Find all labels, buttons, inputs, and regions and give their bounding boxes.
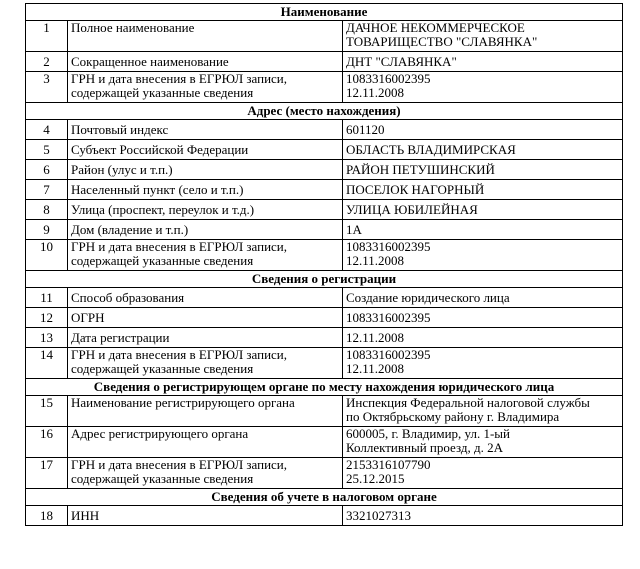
field-label-line: содержащей указанные сведения bbox=[71, 85, 254, 100]
table-row bbox=[26, 21, 623, 52]
table-row bbox=[26, 140, 623, 160]
row-number: 5 bbox=[26, 140, 68, 160]
row-number: 17 bbox=[26, 458, 68, 489]
field-value-cell bbox=[343, 72, 623, 103]
row-number: 4 bbox=[26, 120, 68, 140]
field-label-line: Способ образования bbox=[71, 290, 185, 305]
table-row bbox=[26, 180, 623, 200]
row-number: 11 bbox=[26, 288, 68, 308]
field-value-line: ПОСЕЛОК НАГОРНЫЙ bbox=[346, 182, 485, 197]
field-label-line: Населенный пункт (село и т.п.) bbox=[71, 182, 244, 197]
field-value-line: 12.11.2008 bbox=[346, 330, 405, 345]
field-label-line: содержащей указанные сведения bbox=[71, 253, 254, 268]
table-row bbox=[26, 52, 623, 72]
section-header-row bbox=[26, 4, 623, 21]
field-value-line: Создание юридического лица bbox=[346, 290, 510, 305]
field-label-line: содержащей указанные сведения bbox=[71, 471, 254, 486]
field-label-cell bbox=[68, 160, 343, 180]
section-header-row bbox=[26, 379, 623, 396]
row-number: 18 bbox=[26, 506, 68, 526]
field-value-line: 12.11.2008 bbox=[346, 253, 405, 268]
field-value-cell bbox=[343, 328, 623, 348]
table-row bbox=[26, 506, 623, 526]
field-value-cell bbox=[343, 348, 623, 379]
field-value-line: по Октябрьскому району г. Владимира bbox=[346, 409, 560, 424]
section-header-row bbox=[26, 103, 623, 120]
field-value-line: 3321027313 bbox=[346, 508, 411, 523]
field-value-line: 1083316002395 bbox=[346, 71, 431, 86]
field-label-line: ГРН и дата внесения в ЕГРЮЛ записи, bbox=[71, 239, 288, 254]
field-label-cell bbox=[68, 52, 343, 72]
field-label-cell bbox=[68, 348, 343, 379]
row-number: 7 bbox=[26, 180, 68, 200]
field-value-cell bbox=[343, 308, 623, 328]
section-title: Адрес (место нахождения) bbox=[26, 103, 623, 120]
table-row bbox=[26, 328, 623, 348]
section-header-row bbox=[26, 489, 623, 506]
table-row bbox=[26, 120, 623, 140]
section-title: Сведения о регистрирующем органе по месту нахождения юридического лица bbox=[26, 379, 623, 396]
field-value-cell bbox=[343, 240, 623, 271]
field-label-line: ГРН и дата внесения в ЕГРЮЛ записи, bbox=[71, 457, 288, 472]
field-label-cell bbox=[68, 140, 343, 160]
field-value-line: ОБЛАСТЬ ВЛАДИМИРСКАЯ bbox=[346, 142, 516, 157]
field-label-line: ГРН и дата внесения в ЕГРЮЛ записи, bbox=[71, 347, 288, 362]
field-value-line: ДНТ "СЛАВЯНКА" bbox=[346, 54, 457, 69]
section-title: Сведения об учете в налоговом органе bbox=[26, 489, 623, 506]
field-value-cell bbox=[343, 120, 623, 140]
field-label-cell bbox=[68, 200, 343, 220]
table-row bbox=[26, 396, 623, 427]
field-value-line: Коллективный проезд, д. 2А bbox=[346, 440, 503, 455]
field-label-line: ОГРН bbox=[71, 310, 105, 325]
field-value-line: 12.11.2008 bbox=[346, 361, 405, 376]
row-number: 1 bbox=[26, 21, 68, 52]
field-value-line: РАЙОН ПЕТУШИНСКИЙ bbox=[346, 162, 495, 177]
field-value-cell bbox=[343, 458, 623, 489]
field-value-line: ТОВАРИЩЕСТВО "СЛАВЯНКА" bbox=[346, 34, 538, 49]
table-row bbox=[26, 308, 623, 328]
table-row bbox=[26, 427, 623, 458]
row-number: 6 bbox=[26, 160, 68, 180]
table-row bbox=[26, 72, 623, 103]
field-value-cell bbox=[343, 21, 623, 52]
table-row bbox=[26, 200, 623, 220]
field-label-line: Почтовый индекс bbox=[71, 122, 169, 137]
field-value-cell bbox=[343, 52, 623, 72]
field-value-line: ДАЧНОЕ НЕКОММЕРЧЕСКОЕ bbox=[346, 20, 525, 35]
row-number: 10 bbox=[26, 240, 68, 271]
field-value-line: 601120 bbox=[346, 122, 385, 137]
field-label-cell bbox=[68, 427, 343, 458]
field-value-line: 12.11.2008 bbox=[346, 85, 405, 100]
field-label-cell bbox=[68, 120, 343, 140]
field-label-line: Полное наименование bbox=[71, 20, 195, 35]
section-title: Наименование bbox=[26, 4, 623, 21]
table-row bbox=[26, 220, 623, 240]
field-value-cell bbox=[343, 180, 623, 200]
field-label-line: Наименование регистрирующего органа bbox=[71, 395, 295, 410]
field-value-cell bbox=[343, 160, 623, 180]
field-label-cell bbox=[68, 308, 343, 328]
field-value-cell bbox=[343, 288, 623, 308]
field-value-cell bbox=[343, 506, 623, 526]
field-value-cell bbox=[343, 427, 623, 458]
field-label-line: Адрес регистрирующего органа bbox=[71, 426, 249, 441]
field-label-cell bbox=[68, 220, 343, 240]
field-label-cell bbox=[68, 458, 343, 489]
field-value-cell bbox=[343, 200, 623, 220]
field-value-line: УЛИЦА ЮБИЛЕЙНАЯ bbox=[346, 202, 478, 217]
row-number: 8 bbox=[26, 200, 68, 220]
field-label-line: содержащей указанные сведения bbox=[71, 361, 254, 376]
field-label-cell bbox=[68, 180, 343, 200]
row-number: 15 bbox=[26, 396, 68, 427]
field-label-cell bbox=[68, 240, 343, 271]
row-number: 14 bbox=[26, 348, 68, 379]
field-label-line: Дата регистрации bbox=[71, 330, 170, 345]
field-label-cell bbox=[68, 288, 343, 308]
table-row bbox=[26, 348, 623, 379]
field-value-line: 1А bbox=[346, 222, 362, 237]
row-number: 2 bbox=[26, 52, 68, 72]
field-label-line: ИНН bbox=[71, 508, 100, 523]
field-value-line: 1083316002395 bbox=[346, 347, 431, 362]
field-label-line: Район (улус и т.п.) bbox=[71, 162, 173, 177]
row-number: 16 bbox=[26, 427, 68, 458]
field-label-cell bbox=[68, 72, 343, 103]
field-value-line: 25.12.2015 bbox=[346, 471, 405, 486]
row-number: 9 bbox=[26, 220, 68, 240]
field-value-line: 600005, г. Владимир, ул. 1-ый bbox=[346, 426, 510, 441]
field-value-cell bbox=[343, 220, 623, 240]
field-label-line: Дом (владение и т.п.) bbox=[71, 222, 189, 237]
field-label-line: ГРН и дата внесения в ЕГРЮЛ записи, bbox=[71, 71, 288, 86]
field-label-line: Улица (проспект, переулок и т.д.) bbox=[71, 202, 255, 217]
table-row bbox=[26, 288, 623, 308]
field-value-line: 2153316107790 bbox=[346, 457, 431, 472]
field-label-cell bbox=[68, 506, 343, 526]
section-header-row bbox=[26, 271, 623, 288]
field-label-cell bbox=[68, 396, 343, 427]
row-number: 12 bbox=[26, 308, 68, 328]
table-row bbox=[26, 240, 623, 271]
table-row bbox=[26, 160, 623, 180]
field-value-line: 1083316002395 bbox=[346, 239, 431, 254]
field-label-line: Сокращенное наименование bbox=[71, 54, 229, 69]
field-label-cell bbox=[68, 21, 343, 52]
section-title: Сведения о регистрации bbox=[26, 271, 623, 288]
egrul-table bbox=[25, 3, 623, 526]
field-value-line: Инспекция Федеральной налоговой службы bbox=[346, 395, 590, 410]
field-value-cell bbox=[343, 396, 623, 427]
field-label-line: Субъект Российской Федерации bbox=[71, 142, 249, 157]
field-value-line: 1083316002395 bbox=[346, 310, 431, 325]
row-number: 3 bbox=[26, 72, 68, 103]
row-number: 13 bbox=[26, 328, 68, 348]
field-value-cell bbox=[343, 140, 623, 160]
table-row bbox=[26, 458, 623, 489]
field-label-cell bbox=[68, 328, 343, 348]
